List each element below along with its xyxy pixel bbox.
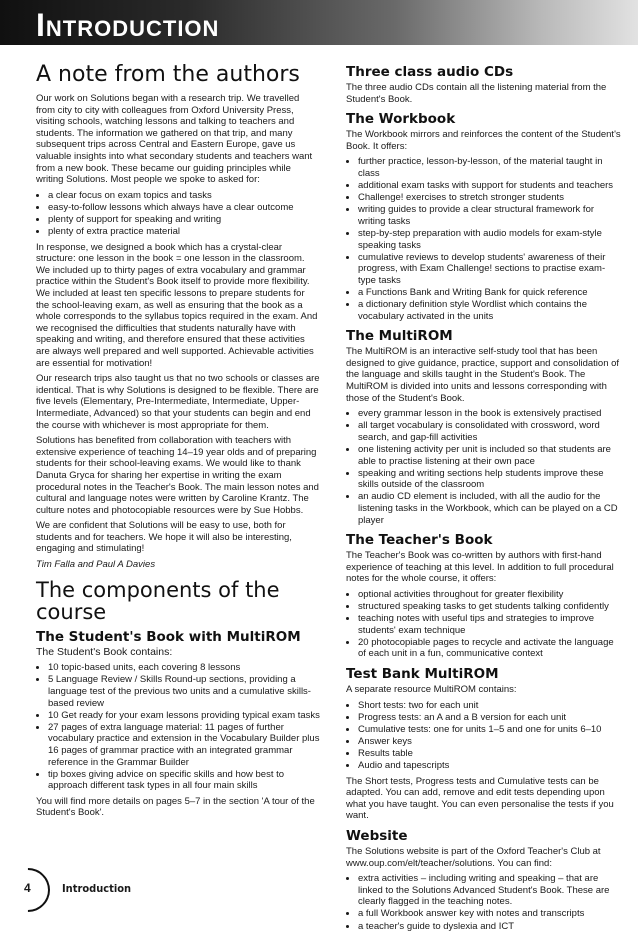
list-item: • optional activities throughout for greater flexibility: [358, 589, 622, 601]
list-item: • all target vocabulary is consolidated with crossword, word search, and gap-fill activities: [358, 420, 622, 443]
authors-paragraph-4: Solutions has benefited from collaboration with teachers with extensive experience of teaching 14–19 year olds and of preparing students for their school-leaving exams. We would like to thank Danuta Gryca for sharing her expertise in writing the exam procedural notes in the Teacher's Book. The main lesson notes and cultural and language notes were written by Caroline Krantz. The culture notes and photocopiable resources were by Sue Hobbs.: [36, 435, 319, 516]
list-item: • a clear focus on exam topics and tasks: [48, 190, 320, 202]
list-item: • speaking and writing sections help students improve these skills outside of the classroom: [358, 468, 622, 491]
list-item: • step-by-step preparation with audio models for exam-style speaking tasks: [358, 228, 622, 251]
authors-paragraph-3: Our research trips also taught us that no two schools or classes are identical. That is why Solutions is designed to be flexible. There are five levels (Elementary, Pre-Intermediate, Intermediate, Upper-Intermediate, Advanced) so that your students can begin and end the course with whichever is most appropriate for them.: [36, 373, 320, 431]
list-item: • additional exam tasks with support for students and teachers: [358, 180, 622, 192]
students-book-outro: You will find more details on pages 5–7 in the section 'A tour of the Student's Book'.: [36, 795, 315, 819]
list-item: • teaching notes with useful tips and strategies to improve students' exam technique: [358, 613, 622, 636]
list-item: • structured speaking tasks to get students talking confidently: [358, 601, 622, 613]
list-item: • further practice, lesson-by-lesson, of the material taught in class: [358, 156, 622, 179]
list-item: • Audio and tapescripts: [358, 760, 622, 772]
website-paragraph: The Solutions website is part of the Oxford Teacher's Club at www.oup.com/elt/teacher/solutions. You can find:: [346, 845, 601, 869]
list-item: • Progress tests: an A and a B version for each unit: [358, 712, 622, 724]
list-item: • Answer keys: [358, 736, 622, 748]
list-item: • 10 Get ready for your exam lessons providing typical exam tasks: [48, 710, 320, 722]
right-column: [346, 62, 622, 936]
list-item: • a full Workbook answer key with notes and transcripts: [358, 908, 622, 920]
section-title: Introduction: [36, 7, 220, 43]
page-number: 4: [24, 881, 31, 895]
list-item: • cumulative reviews to develop students' awareness of their progress, with Exam Challenge! sections to practise exam-type tasks: [358, 252, 622, 287]
authors-paragraph-5: We are confident that Solutions will be easy to use, both for students and for teachers. We hope it will also be interesting, engaging and stimulating!: [36, 520, 292, 555]
authors-paragraph-2: In response, we designed a book which has a crystal-clear structure: one lesson in the book = one lesson in the classroom. We included up to thirty pages of extra vocabulary and grammar practice within the Student's Book itself to provide more flexibility. We included at least ten specific lessons to prepare students for the school-leaving exam, as well as ensuring that the book as a whole corresponds to the syllabus topics required in the exam. And we recognised the difficulties that students naturally have with speaking and writing, and therefore ensured that these activities are always well prepared and well supported. Achievable activities are essential for motivation!: [36, 241, 318, 369]
list-item: • tip boxes giving advice on specific skills and how best to approach different task types in all four main skills: [48, 769, 320, 792]
list-item: • a Functions Bank and Writing Bank for quick reference: [358, 287, 622, 299]
left-column: [36, 62, 320, 823]
list-item: • a teacher's guide to dyslexia and ICT: [358, 921, 622, 933]
authors-paragraph-1: Our work on Solutions began with a research trip. We travelled from city to city with colleagues from Oxford University Press, visiting schools, watching lessons and talking to teachers and students. The information we gathered on that trip, and many subsequent trips across Central and Eastern Europe, gave us valuable insights into what secondary students and teachers want from a new book. These became our guiding principles while writing Solutions. Most people we spoke to asked for:: [36, 93, 313, 186]
page-footer: [0, 868, 300, 908]
teachers-book-heading: The Teacher's Book: [346, 532, 493, 549]
authors-signature: Tim Falla and Paul A Davies: [36, 559, 156, 571]
teachers-book-paragraph: The Teacher's Book was co-written by authors with first-hand experience of teaching at this level. In addition to full procedural notes for the whole course, it offers:: [346, 550, 614, 585]
test-bank-paragraph: A separate resource MultiROM contains:: [346, 683, 517, 695]
website-heading: Website: [346, 827, 408, 844]
list-item: • Cumulative tests: one for units 1–5 and one for units 6–10: [358, 724, 622, 736]
list-item: • an audio CD element is included, with all the audio for the listening tasks in the Workbook, which can be played on a CD player: [358, 491, 622, 526]
list-item: • 27 pages of extra language material: 11 pages of further vocabulary practice and extension in the Vocabulary Builder plus 16 pages of grammar practice with an integrated grammar reference in the Grammar Builder: [48, 722, 320, 768]
list-item: • 5 Language Review / Skills Round-up sections, providing a language test of the previous two units and a cumulative skills-based review: [48, 674, 320, 709]
list-item: • 20 photocopiable pages to recycle and activate the language of each unit in a fun, communicative context: [358, 637, 622, 660]
list-item: • Results table: [358, 748, 622, 760]
components-heading: The components of the course: [36, 577, 280, 624]
list-item: • every grammar lesson in the book is extensively practised: [358, 408, 622, 420]
test-bank-paragraph-2: The Short tests, Progress tests and Cumulative tests can be adapted. You can add, remove and edit tests depending upon what you have taught. You can even personalise the tests if you want.: [346, 775, 614, 822]
multirom-paragraph: The MultiROM is an interactive self-study tool that has been designed to give guidance, practice, support and consolidation of the language and skills taught in the Student's Book. The MultiROM is divided into units and lessons corresponding with those of the Student's Book.: [346, 346, 620, 404]
authors-list: [36, 190, 320, 238]
list-item: • extra activities – including writing and speaking – that are linked to the Solutions Advanced Student's Book. These are clearly flagged in the teaching notes.: [358, 873, 622, 908]
students-book-list: [36, 662, 320, 792]
teachers-book-list: [346, 589, 622, 660]
list-item: • 10 topic-based units, each covering 8 lessons: [48, 662, 320, 674]
list-item: • easy-to-follow lessons which always have a clear outcome: [48, 202, 320, 214]
test-bank-list: [346, 700, 622, 772]
test-bank-heading: Test Bank MultiROM: [346, 665, 499, 682]
workbook-paragraph: The Workbook mirrors and reinforces the content of the Student's Book. It offers:: [346, 129, 621, 152]
website-list: [346, 873, 622, 932]
multirom-list: [346, 408, 622, 526]
students-book-heading: The Student's Book with MultiROM: [36, 628, 301, 645]
workbook-heading: The Workbook: [346, 111, 456, 128]
footer-section-label: Introduction: [62, 882, 132, 895]
list-item: • Challenge! exercises to stretch stronger students: [358, 192, 622, 204]
section-banner: [0, 0, 638, 45]
list-item: • a dictionary definition style Wordlist which contains the vocabulary activated in the units: [358, 299, 622, 322]
list-item: • writing guides to provide a clear structural framework for writing tasks: [358, 204, 622, 227]
list-item: • plenty of support for speaking and writing: [48, 214, 320, 226]
list-item: • Short tests: two for each unit: [358, 700, 622, 712]
audio-cds-paragraph: The three audio CDs contain all the listening material from the Student's Book.: [346, 82, 607, 105]
workbook-list: [346, 156, 622, 322]
audio-cds-heading: Three class audio CDs: [346, 64, 514, 80]
multirom-heading: The MultiROM: [346, 328, 453, 345]
list-item: • plenty of extra practice material: [48, 226, 320, 238]
authors-heading: A note from the authors: [36, 62, 300, 87]
students-book-intro: The Student's Book contains:: [36, 645, 173, 658]
list-item: • one listening activity per unit is included so that students are able to practise listening at their own pace: [358, 444, 622, 467]
